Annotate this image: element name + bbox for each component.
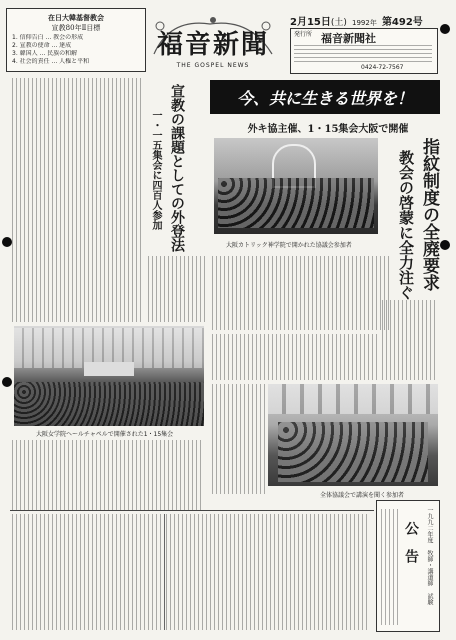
feature-body [212,256,392,330]
motto-goal: 2. 宣教の使命 ... 達成 [12,42,72,49]
masthead [150,14,276,72]
left-article-body-lower [148,256,206,322]
masthead-title: 福音新聞 [156,30,269,60]
issue-weekday: 土 [334,18,344,28]
feature-body-3 [212,384,266,494]
feature-headline-1: 指紋制度の全廃要求 [419,138,439,291]
publisher-label: 発行所 [294,31,313,38]
bottom-body-left [12,514,162,630]
feature-banner-text: 今、共に生きる世界を！ [236,89,413,108]
feature-body-2 [212,334,378,380]
mid-left-body [12,440,204,510]
left-article-body [12,78,144,322]
motto-goal: 4. 社会的責任 ... 人権と平和 [12,58,90,65]
masthead-subtitle: THE GOSPEL NEWS [176,62,250,69]
issue-year: 1992年 [352,19,377,27]
binding-hole-right-lower [440,240,450,250]
bottom-body-mid [166,514,370,630]
notice-subtitle: 一九九二年度 牧師・講道師 試験 [426,507,433,605]
issue-info: 2月15日(土) 1992年 第492号 [290,17,423,28]
assembly-photo [268,384,438,486]
binding-hole-right [440,24,450,34]
motto-box [6,8,146,72]
notice-title: 公告 [403,521,419,577]
issue-number: 第492号 [381,17,423,28]
notice-box [376,500,440,632]
publisher-name: 福音新聞社 [321,32,376,45]
chapel-caption: 大阪女学院ヘールチャペルで開催された1・15集会 [36,431,174,438]
cathedral-photo [214,138,378,234]
motto-title: 在日大韓基督教会 [48,13,104,22]
binding-hole-top [2,237,12,247]
left-headline-2: 一・一五集会に四百人参加 [150,110,161,230]
feature-body-right [382,300,438,380]
motto-goal: 3. 韓国人 ... 民族の和解 [12,50,78,57]
motto-subtitle: 宣教80年Ⅱ目標 [51,24,101,32]
chapel-photo [14,326,204,426]
feature-banner [210,80,440,114]
left-headline-1: 宣教の課題としての外登法 [169,84,185,252]
feature-subheadline: 外キ協主催、1・15集会大阪で開催 [247,124,409,135]
publisher-box [290,28,438,74]
motto-goal: 1. 信仰告白 ... 教会の形成 [12,34,84,41]
publisher-phone: 0424-72-7567 [361,64,404,71]
issue-date: 2月15日 [290,17,331,28]
assembly-caption: 全体協議会で講演を聞く参加者 [320,492,405,499]
binding-hole-middle [2,377,12,387]
feature-headline-2: 教会の啓蒙に全力注ぐ [397,150,415,300]
cathedral-caption: 大阪カトリック神学院で開かれた協議会参加者 [226,242,352,249]
